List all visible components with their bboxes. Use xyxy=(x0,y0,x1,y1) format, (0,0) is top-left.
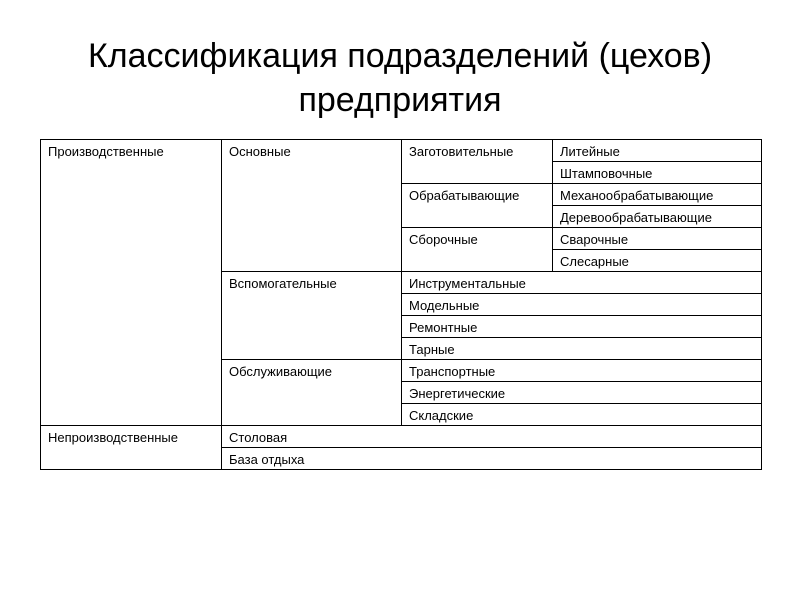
cell-machining: Механообрабатывающие xyxy=(553,184,762,206)
cell-procurement: Заготовительные xyxy=(402,140,553,184)
cell-processing: Обрабатывающие xyxy=(402,184,553,228)
title-line-2: предприятия xyxy=(298,81,502,119)
cell-stamping: Штамповочные xyxy=(553,162,762,184)
cell-auxiliary: Вспомогательные xyxy=(222,272,402,360)
cell-service-energy: Энергетические xyxy=(402,382,762,404)
cell-main: Основные xyxy=(222,140,402,272)
cell-canteen: Столовая xyxy=(222,426,762,448)
cell-service-transport: Транспортные xyxy=(402,360,762,382)
cell-foundry: Литейные xyxy=(553,140,762,162)
page-title xyxy=(0,34,800,122)
classification-table xyxy=(40,139,762,470)
cell-service-warehouse: Складские xyxy=(402,404,762,426)
cell-aux-tool: Инструментальные xyxy=(402,272,762,294)
cell-welding: Сварочные xyxy=(553,228,762,250)
cell-recreation: База отдыха xyxy=(222,448,762,470)
cell-nonproduction: Непроизводственные xyxy=(41,426,222,470)
table-row xyxy=(41,140,762,162)
title-line-1: Классификация подразделений (цехов) xyxy=(87,37,713,75)
table-row xyxy=(41,426,762,448)
cell-aux-model: Модельные xyxy=(402,294,762,316)
cell-woodworking: Деревообрабатывающие xyxy=(553,206,762,228)
cell-locksmith: Слесарные xyxy=(553,250,762,272)
cell-aux-repair: Ремонтные xyxy=(402,316,762,338)
cell-production: Производственные xyxy=(41,140,222,426)
cell-service: Обслуживающие xyxy=(222,360,402,426)
cell-aux-container: Тарные xyxy=(402,338,762,360)
cell-assembly: Сборочные xyxy=(402,228,553,272)
